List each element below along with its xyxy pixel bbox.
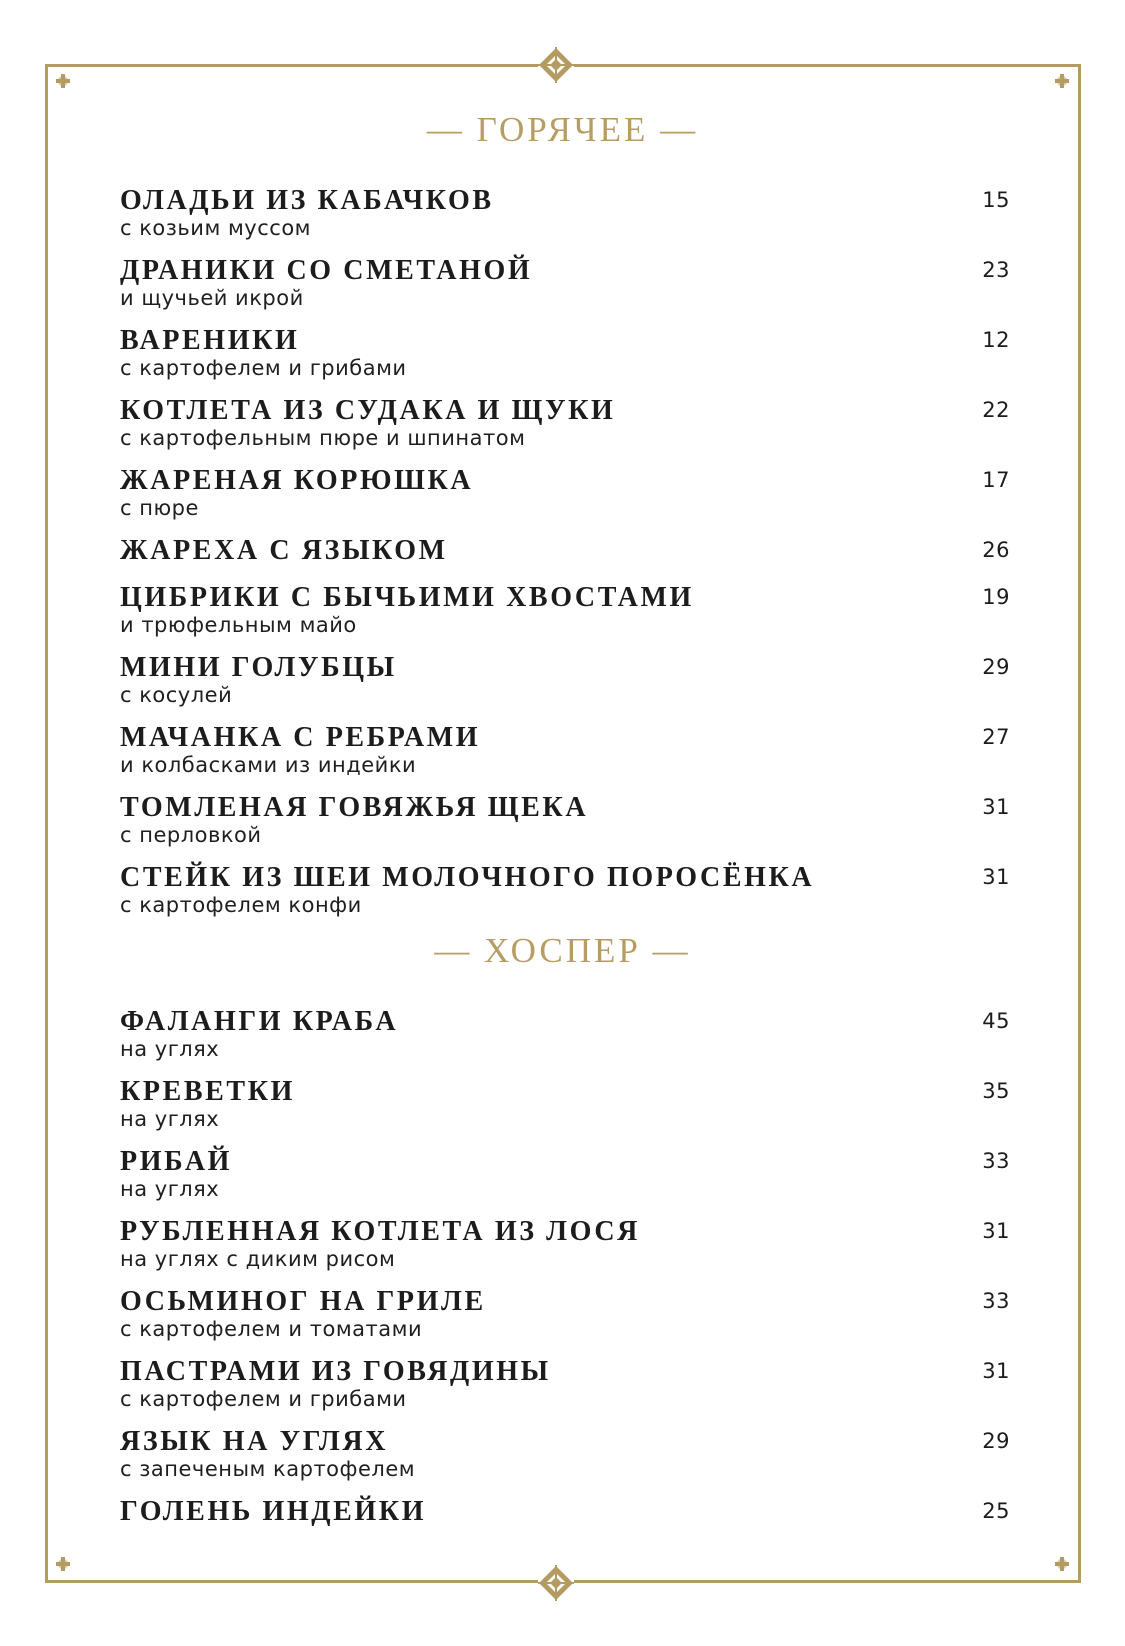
item-name: ЖАРЕХА С ЯЗЫКОМ [120, 535, 448, 566]
item-price: 22 [982, 398, 1010, 422]
item-price: 26 [982, 538, 1010, 562]
item-name: РИБАЙ [120, 1146, 233, 1177]
item-price: 31 [982, 1219, 1010, 1243]
item-description: с запеченым картофелем [120, 1457, 416, 1481]
menu-item [120, 863, 1010, 917]
item-price: 45 [982, 1009, 1010, 1033]
menu-item [120, 723, 1010, 777]
bottom-diamond-ornament-icon [538, 1565, 574, 1601]
menu-item [120, 1217, 1010, 1271]
item-price: 31 [982, 1359, 1010, 1383]
item-description: с перловкой [120, 823, 262, 847]
item-description: и щучьей икрой [120, 286, 304, 310]
menu-item [120, 1497, 1010, 1527]
menu-item [120, 1007, 1010, 1061]
item-name: ВАРЕНИКИ [120, 325, 300, 356]
item-name: КОТЛЕТА ИЗ СУДАКА И ЩУКИ [120, 395, 616, 426]
corner-cross-ornament-icon [1055, 74, 1069, 88]
item-price: 33 [982, 1289, 1010, 1313]
menu-item [120, 1427, 1010, 1481]
item-price: 25 [982, 1499, 1010, 1523]
item-description: на углях [120, 1177, 220, 1201]
menu-item [120, 1287, 1010, 1341]
section-title-hot: — ГОРЯЧЕЕ — [426, 110, 699, 149]
corner-cross-ornament-icon [1055, 1557, 1069, 1571]
menu-item [120, 653, 1010, 707]
item-price: 19 [982, 585, 1010, 609]
item-price: 29 [982, 1429, 1010, 1453]
item-name: ОСЬМИНОГ НА ГРИЛЕ [120, 1286, 486, 1317]
menu-item [120, 1147, 1010, 1201]
item-price: 17 [982, 468, 1010, 492]
item-price: 31 [982, 795, 1010, 819]
item-name: ЯЗЫК НА УГЛЯХ [120, 1426, 389, 1457]
item-description: с картофелем и грибами [120, 356, 407, 380]
item-name: ТОМЛЕНАЯ ГОВЯЖЬЯ ЩЕКА [120, 792, 589, 823]
item-name: МАЧАНКА С РЕБРАМИ [120, 722, 481, 753]
menu-item [120, 326, 1010, 380]
item-price: 12 [982, 328, 1010, 352]
item-name: ЖАРЕНАЯ КОРЮШКА [120, 465, 474, 496]
menu-item [120, 1357, 1010, 1411]
menu-item [120, 466, 1010, 520]
item-name: ДРАНИКИ СО СМЕТАНОЙ [120, 255, 533, 286]
item-description: и трюфельным майо [120, 613, 357, 637]
menu-item [120, 793, 1010, 847]
item-price: 27 [982, 725, 1010, 749]
menu-item [120, 536, 1010, 566]
item-name: КРЕВЕТКИ [120, 1076, 295, 1107]
item-price: 15 [982, 188, 1010, 212]
item-name: ПАСТРАМИ ИЗ ГОВЯДИНЫ [120, 1356, 551, 1387]
menu-item [120, 583, 1010, 637]
item-description: с козьим муссом [120, 216, 312, 240]
item-description: с картофелем конфи [120, 893, 362, 917]
item-description: с картофельным пюре и шпинатом [120, 426, 526, 450]
item-description: и колбасками из индейки [120, 753, 417, 777]
item-name: РУБЛЕННАЯ КОТЛЕТА ИЗ ЛОСЯ [120, 1216, 640, 1247]
item-description: с картофелем и томатами [120, 1317, 423, 1341]
item-description: на углях [120, 1107, 220, 1131]
item-name: ФАЛАНГИ КРАБА [120, 1006, 399, 1037]
top-diamond-ornament-icon [538, 47, 574, 83]
menu-item [120, 186, 1010, 240]
item-price: 35 [982, 1079, 1010, 1103]
item-description: с пюре [120, 496, 199, 520]
item-name: ОЛАДЬИ ИЗ КАБАЧКОВ [120, 185, 494, 216]
item-description: на углях [120, 1037, 220, 1061]
item-name: МИНИ ГОЛУБЦЫ [120, 652, 397, 683]
menu-item [120, 396, 1010, 450]
item-name: ГОЛЕНЬ ИНДЕЙКИ [120, 1496, 427, 1527]
item-name: ЦИБРИКИ С БЫЧЬИМИ ХВОСТАМИ [120, 582, 694, 613]
item-name: СТЕЙК ИЗ ШЕИ МОЛОЧНОГО ПОРОСЁНКА [120, 862, 815, 893]
item-price: 33 [982, 1149, 1010, 1173]
item-description: с картофелем и грибами [120, 1387, 407, 1411]
corner-cross-ornament-icon [56, 1557, 70, 1571]
item-description: на углях с диким рисом [120, 1247, 396, 1271]
menu-item [120, 256, 1010, 310]
section-title-josper: — ХОСПЕР — [434, 931, 691, 970]
item-price: 31 [982, 865, 1010, 889]
menu-item [120, 1077, 1010, 1131]
item-price: 29 [982, 655, 1010, 679]
corner-cross-ornament-icon [56, 74, 70, 88]
item-price: 23 [982, 258, 1010, 282]
item-description: с косулей [120, 683, 233, 707]
